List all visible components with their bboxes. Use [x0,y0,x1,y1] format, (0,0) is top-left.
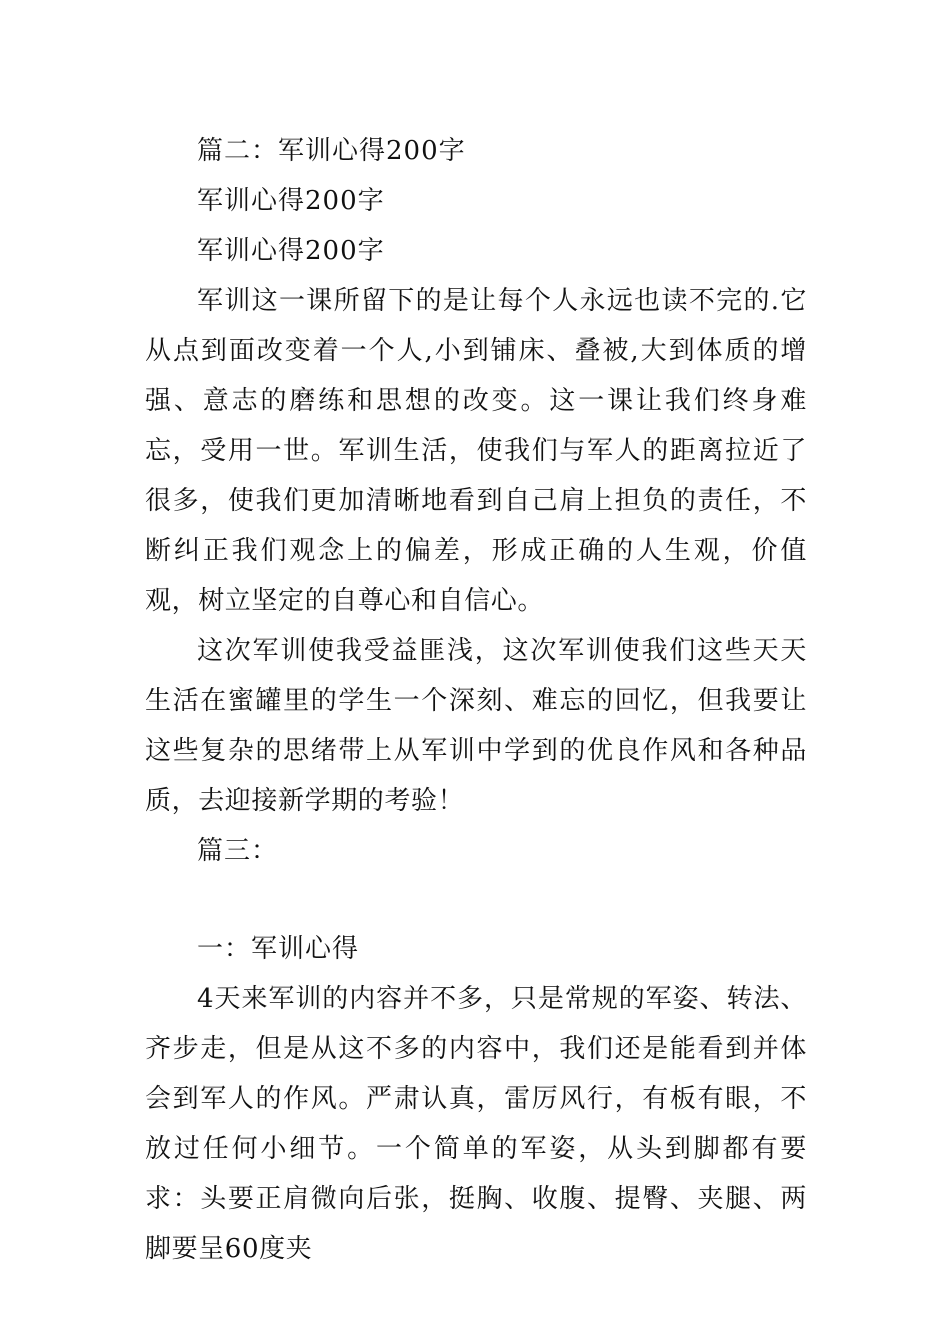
part-three-heading [145,826,278,876]
paragraph-2: 这次军训使我受益匪浅，这次军训使我们这些天天生活在蜜罐里的学生一个深刻、难忘的回忆，但我要让这些复杂的思绪带上从军训中学到的优良作风和各种品质，去迎接新学期的考验！ [145,636,807,816]
part-three-heading-text: 篇三： [197,836,279,866]
subtitle-line-1 [145,176,385,226]
part-two-heading [145,126,466,176]
subtitle-line-2 [145,226,385,276]
paragraph-1: 军训这一课所留下的是让每个人永远也读不完的.它从点到面改变着一个人,小到铺床、叠被,大到体质的增强、意志的磨练和思想的改变。这一课让我们终身难忘，受用一世。军训生活，使我们与军人的距离拉近了很多，使我们更加清晰地看到自己肩上担负的责任，不断纠正我们观念上的偏差，形成正确的人生观，价值观，树立坚定的自尊心和自信心。 [145,286,807,616]
section-heading [145,924,359,974]
paragraph-3: 4天来军训的内容并不多，只是常规的军姿、转法、齐步走，但是从这不多的内容中，我们还是能看到并体会到军人的作风。严肃认真，雷厉风行，有板有眼，不放过任何小细节。一个简单的军姿，从头到脚都有要求：头要正肩微向后张，挺胸、收腹、提臀、夹腿、两脚要呈60度夹 [145,984,807,1264]
section-heading-text: 一：军训心得 [197,934,360,964]
part-two-heading-text: 篇二：军训心得200字 [197,136,466,166]
subtitle-2-text: 军训心得200字 [197,236,385,266]
subtitle-1-text: 军训心得200字 [197,186,385,216]
